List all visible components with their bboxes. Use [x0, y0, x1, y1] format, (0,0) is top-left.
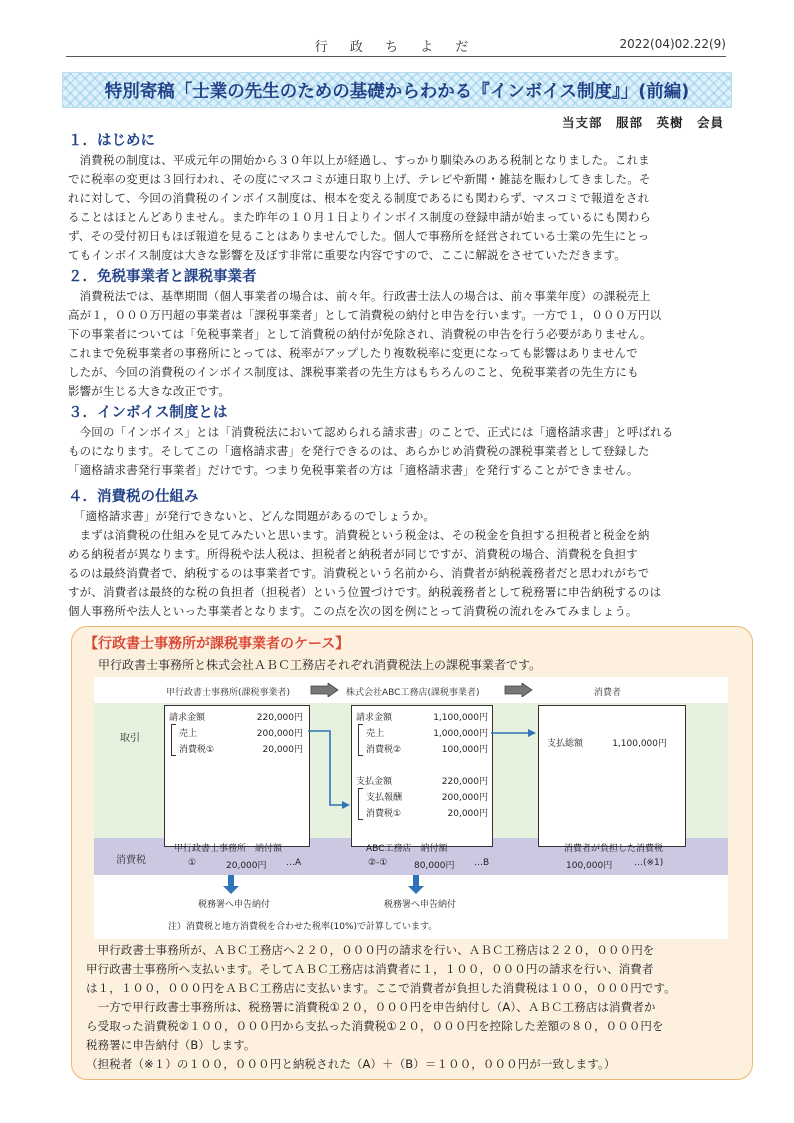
contractor-tax-ref: …B — [474, 858, 490, 868]
firm-tax-amount: 20,000円 — [226, 861, 267, 871]
section-body: 今回の「インボイス」とは「消費税法において認められる請求書」のことで、正式には「適格請求書」と呼ばれる ものになります。そしてこの「適格請求書」を発行できるのは、あらかじめ消費税の課税事業者として登録した 「適格請求書発行事業者」だけです。つまり免税事業者の方は「適格請求書」を発行することができません。 — [68, 425, 674, 477]
case-title: 【行政書士事務所が課税事業者のケース】 — [84, 636, 350, 652]
contractor-invoice-box: 請求金額 1,100,000円 売上 1,000,000円 消費税② 100,000円 支払金額 220,000円 支払報酬 200,000円 消費税① 20,000円 — [351, 705, 493, 847]
section-body: 消費税の制度は、平成元年の開始から３０年以上が経過し、すっかり馴染みのある税制となりました。これま でに税率の変更は３回行われ、その度にマスコミが連日取り上げ、テレビや新聞・雑誌を賑わしてきました。そ れに対して、今回の消費税のインボイス制度は、根本を変える制度であるにも関わらず、マスコミで報道をされ ることはほとんどありません。また昨年の１０月１日よりインボイス制度の登録申請が始まっているにも関わら ず、その受付初日もほぼ報道を見ることはありませんでした。個人で事務所を経営されている士業の先生にとっ てもインボイス制度は大きな影響を及ぼす非常に重要な内容ですので、ここに解説をさせていただきます。 — [68, 153, 652, 262]
case-subtitle: 甲行政書士事務所と株式会社ＡＢＣ工務店それぞれ消費税法上の課税事業者です。 — [98, 658, 542, 672]
arrow-right-icon — [342, 801, 350, 809]
section-tax-mechanism — [68, 487, 732, 621]
row-label-tax: 消費税 — [116, 855, 146, 866]
section-heading: ３．インボイス制度とは — [68, 405, 228, 421]
firm-invoice-box: 請求金額 220,000円 売上 200,000円 消費税① 20,000円 — [164, 705, 310, 847]
case-explanation: 甲行政書士事務所が、ＡＢＣ工務店へ２２０，０００円の請求を行い、ＡＢＣ工務店は２２０，０００円を 甲行政書士事務所へ支払います。そしてＡＢＣ工務店は消費者に１，１００，０００円の請求を行い、消費者 は１，１００，０００円をＡＢＣ工務店に支払います。ここで消費者が負担した消費税は１００，０００円です。 一方で甲行政書士事務所は、税務署に消費税①２０，０００円を申告納付し（A）、ＡＢＣ工務店は消費者か ら受取った消費税②１００，０００円から支払った消費税①２０，０００円を控除した差額の８０，０００円を 税務署に申告納付（B）します。 （担税者（※１）の１００，０００円と納税された（A）＋（B）＝１００，０００円が一致します。） — [86, 943, 676, 1071]
consumer-tax-label: 消費者が負担した消費税 — [564, 844, 664, 854]
column-header-firm: 甲行政書士事務所(課税事業者) — [166, 688, 291, 698]
section-body: 消費税法では、基準期間（個人事業者の場合は、前々年。行政書士法人の場合は、前々事業年度）の課税売上 高が１，０００万円超の事業者は「課税事業者」として消費税の納付と申告を行います。一方で１，０００万円以 下の事業者については「免税事業者」として消費税の納付が免除され、消費税の申告を行う必要がありません。 これまで免税事業者の事務所にとっては、税率がアップしたり複数税率に変更になっても影響はありませんで したが、今回の消費税のインボイス制度は、課税事業者の先生方はもちろんのこと、免税事業者の先生方にも 影響が生じる大きな改正です。 — [68, 289, 662, 398]
arrow-down-icon — [408, 886, 424, 894]
section-tax-exempt — [68, 267, 732, 401]
article-title-banner — [62, 72, 732, 108]
diagram-footnote: 注）消費税と地方消費税を合わせた税率(10%)で計算しています。 — [168, 922, 438, 932]
page-header — [66, 34, 726, 57]
consumer-tax-amount: 100,000円 — [566, 861, 613, 871]
section-introduction — [68, 131, 732, 265]
section-heading: ４．消費税の仕組み — [68, 489, 199, 505]
consumer-payment-box: 支払総額 1,100,000円 — [538, 705, 686, 847]
tax-flow-diagram — [94, 677, 728, 939]
column-header-consumer: 消費者 — [594, 688, 622, 698]
contractor-tax-amount: 80,000円 — [414, 861, 455, 871]
filing-note-contractor: 税務署へ申告納付 — [384, 900, 457, 910]
arrow-right-icon — [308, 731, 344, 805]
arrow-down-icon — [223, 886, 239, 894]
publication-name: 行 政 ち よ だ — [314, 40, 478, 55]
issue-number: 2022(04)02.22(9) — [619, 37, 726, 51]
case-study-box — [71, 626, 753, 1080]
firm-tax-ref: …A — [286, 858, 302, 868]
row-label-transaction: 取引 — [120, 733, 140, 744]
section-heading: １．はじめに — [68, 133, 155, 149]
contractor-tax-marker: ②-① — [368, 858, 388, 868]
section-heading: ２．免税事業者と課税事業者 — [68, 269, 257, 285]
firm-tax-marker: ① — [188, 858, 197, 868]
filing-note-firm: 税務署へ申告納付 — [198, 900, 271, 910]
section-body: 「適格請求書」が発行できないと、どんな問題があるのでしょうか。 まずは消費税の仕組みを見てみたいと思います。消費税という税金は、その税金を負担する担税者と税金を納 める納税者が異なります。所得税や法人税は、担税者と納税者が同じですが、消費税の場合、消費税を負担す るのは最終消費者で、納税するのは事業者です。消費税という名前から、消費者が納税義務者だと思われがちで すが、消費者は最終的な税の負担者（担税者）という位置づけです。納税義務者として税務署に申告納税するのは 個人事務所や法人といった事業者となります。この点を次の図を例にとって消費税の流れをみてみましょう。 — [68, 509, 662, 618]
column-header-contractor: 株式会社ABC工務店(課税事業者) — [346, 688, 480, 698]
consumer-tax-ref: …(※1) — [634, 858, 664, 868]
contractor-tax-label: ABC工務店 納付額 — [366, 844, 448, 854]
section-invoice-system — [68, 403, 732, 480]
author-line: 当支部 服部 英樹 会員 — [561, 115, 724, 130]
arrow-right-icon — [528, 729, 536, 737]
firm-tax-label: 甲行政書士事務所 納付額 — [174, 844, 283, 854]
article-title: 特別寄稿「士業の先生のための基礎からわかる『インボイス制度』」(前編) — [104, 81, 690, 102]
